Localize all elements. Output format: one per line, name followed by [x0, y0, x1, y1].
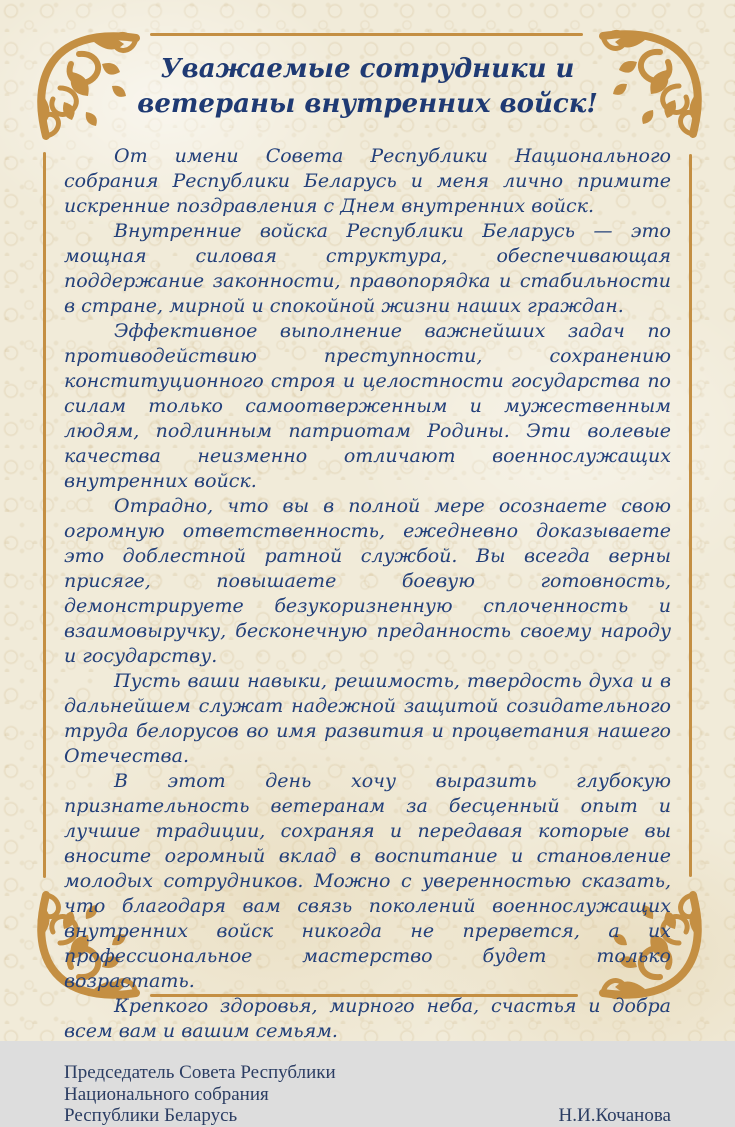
paragraph: Крепкого здоровья, мирного неба, счастья и добра всем вам и вашим семьям.	[64, 995, 671, 1043]
paragraph: От имени Совета Республики Национального собрания Республики Беларусь и меня лично примите искренние поздравления с Днем внутренних войск.	[64, 145, 671, 218]
paragraph: Внутренние войска Республики Беларусь — это мощная силовая структура, обеспечивающая поддержание законности, правопорядка и стабильности в стране, мирной и спокойной жизни наших граждан.	[64, 220, 671, 318]
frame-line-top	[150, 33, 583, 36]
signature-position-line: Председатель Совета Республики	[64, 1062, 336, 1084]
letter-body	[64, 144, 671, 1044]
signature-name: Н.И.Кочанова	[558, 1105, 671, 1127]
signature-position-line: Национального собрания	[64, 1083, 269, 1105]
signature-position-line: Республики Беларусь	[64, 1105, 238, 1127]
letter-title: Уважаемые сотрудники и ветераны внутренних войск!	[137, 54, 598, 120]
signature-block	[64, 1062, 671, 1127]
letter-content	[64, 46, 671, 1127]
paragraph: Отрадно, что вы в полной мере осознаете свою огромную ответственность, ежедневно доказываете это доблестной ратной службой. Вы всегда верны присяге, повышаете боевую готовность, демонстрируете безукоризненную сплоченность и взаимовыручку, бесконечную преданность своему народу и государству.	[64, 495, 671, 668]
signature-position	[64, 1062, 336, 1127]
frame-line-right	[689, 154, 692, 877]
paragraph: Пусть ваши навыки, решимость, твердость духа и в дальнейшем служат надежной защитой созидательного труда белорусов во имя развития и процветания нашего Отечества.	[64, 670, 671, 768]
frame-line-left	[43, 152, 46, 878]
paragraph: Эффективное выполнение важнейших задач по противодействию преступности, сохранению конституционного строя и целостности государства по силам только самоотверженным и мужественным людям, подлинным патриотам Родины. Эти волевые качества неизменно отличают военнослужащих внутренних войск.	[64, 320, 671, 493]
paragraph: В этот день хочу выразить глубокую признательность ветеранам за бесценный опыт и лучшие традиции, сохраняя и передавая которые вы вносите огромный вклад в воспитание и становление молодых сотрудников. Можно с уверенностью сказать, что благодаря вам связь поколений военнослужащих внутренних войск никогда не прервется, а их профессиональное мастерство будет только возрастать.	[64, 770, 671, 993]
